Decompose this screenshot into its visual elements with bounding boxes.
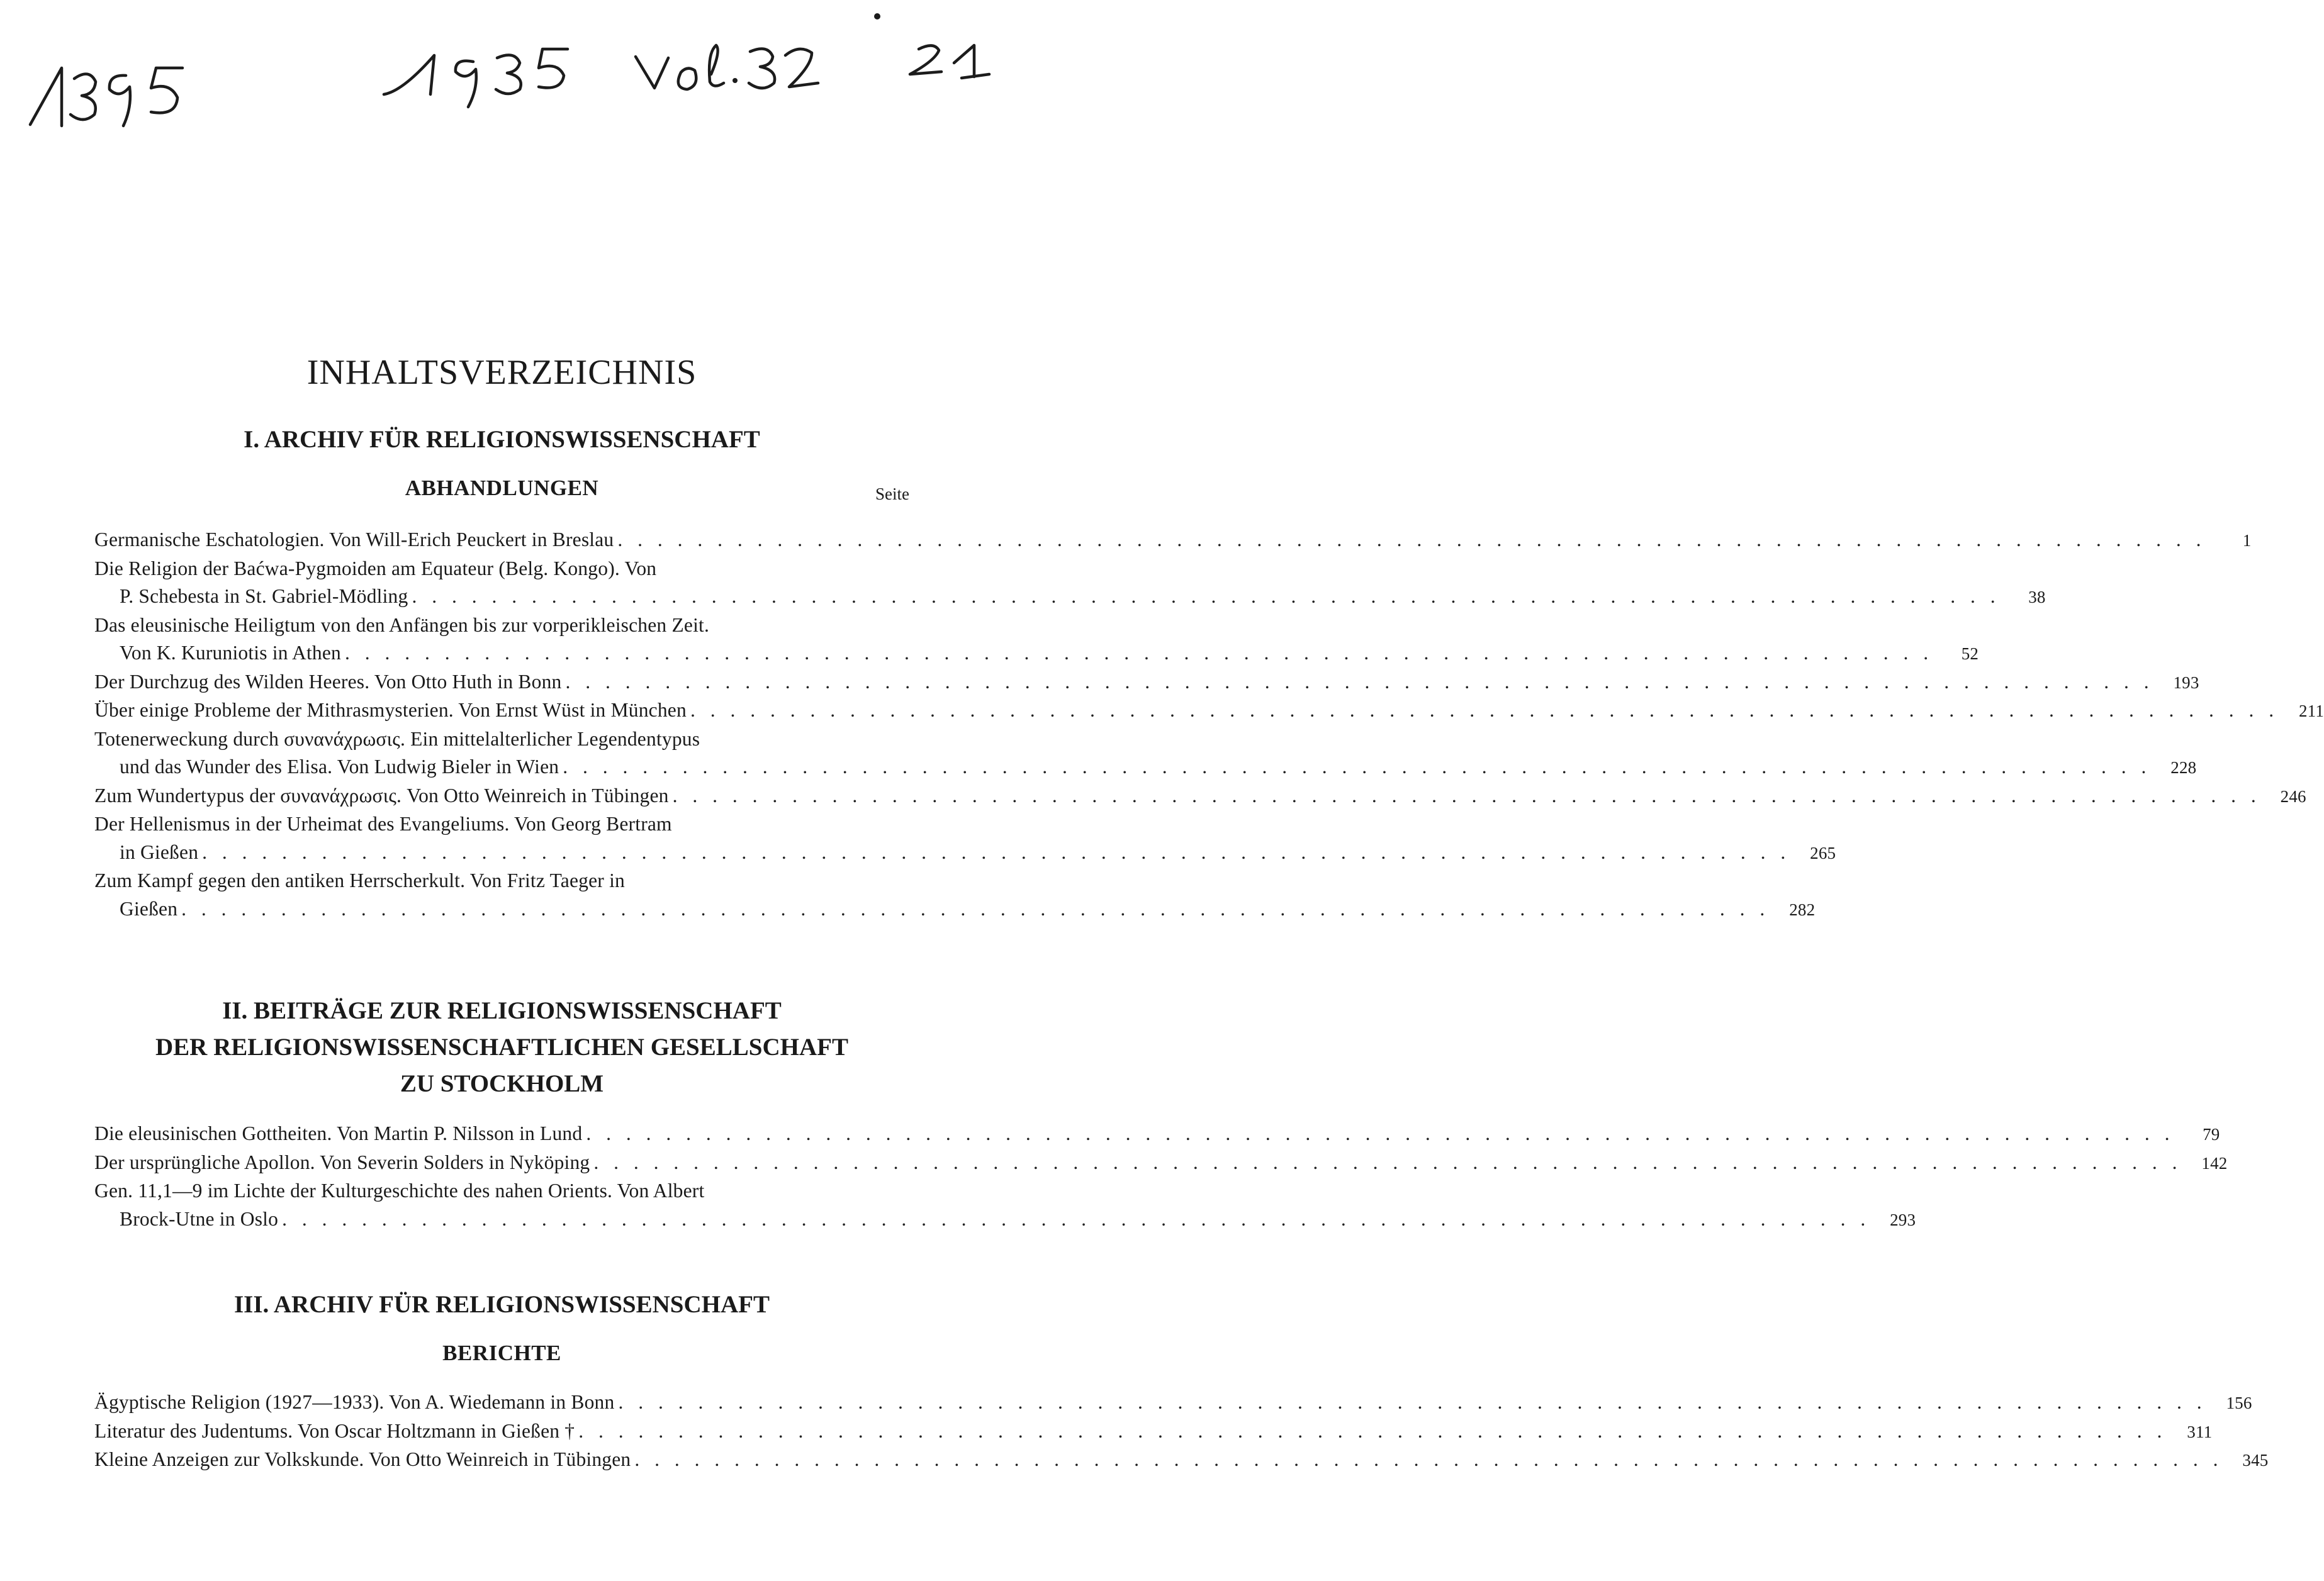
toc-entry-line xyxy=(94,810,909,839)
toc-entry-line xyxy=(94,867,909,895)
toc-entry-last-line xyxy=(94,639,1979,668)
toc-entry-last-line xyxy=(94,1149,2228,1178)
leader-dots: . . . . . . . . . . . . . . . . . . . . . . . . . . . . . . . . . . . . . . . . . . . . . . . . . . . . . . . . . . . . . . . . . . . . . . . . . . . . . . . . xyxy=(412,585,2001,608)
leader-dots: . . . . . . . . . . . . . . . . . . . . . . . . . . . . . . . . . . . . . . . . . . . . . . . . . . . . . . . . . . . . . . . . . . . . . . . . . . . . . . . . xyxy=(618,1391,2207,1414)
toc-page-number: 293 xyxy=(1890,1210,1916,1229)
page-title: INHALTSVERZEICHNIS xyxy=(306,353,697,392)
toc-entry-text: Literatur des Judentums. Von Oscar Holtzmann in Gießen † xyxy=(94,1419,575,1442)
part2-heading-line: II. BEITRÄGE ZUR RELIGIONSWISSENSCHAFT xyxy=(222,997,782,1025)
toc-entry-text: Die Religion der Baćwa-Pygmoiden am Equateur (Belg. Kongo). Von xyxy=(94,557,657,579)
toc-entry-last-line xyxy=(94,1446,2269,1475)
toc-entry xyxy=(94,1446,2269,1475)
toc-entry-text: Gen. 11,1—9 im Lichte der Kulturgeschichte des nahen Orients. Von Albert xyxy=(94,1180,705,1202)
handwritten-volume xyxy=(636,45,818,89)
leader-dots: . . . . . . . . . . . . . . . . . . . . . . . . . . . . . . . . . . . . . . . . . . . . . . . . . . . . . . . . . . . . . . . . . . . . . . . . . . . . . . . . xyxy=(672,784,2261,807)
toc-entry-line xyxy=(94,555,909,583)
toc-entry xyxy=(94,1417,2213,1446)
leader-dots: . . . . . . . . . . . . . . . . . . . . . . . . . . . . . . . . . . . . . . . . . . . . . . . . . . . . . . . . . . . . . . . . . . . . . . . . . . . . . . . . xyxy=(345,642,1934,664)
toc-entry-last-line xyxy=(94,583,2046,612)
toc-entry-line xyxy=(94,725,909,754)
toc-entry-text: Kleine Anzeigen zur Volkskunde. Von Otto Weinreich in Tübingen xyxy=(94,1448,631,1471)
table-of-contents xyxy=(94,352,2324,1475)
ink-speck xyxy=(874,13,880,20)
part3-entries xyxy=(94,1388,2269,1475)
toc-entry xyxy=(94,696,2324,725)
toc-entry-text: Totenerweckung durch συνανάχρωσις. Ein mittelalterlicher Legendentypus xyxy=(94,727,700,750)
toc-entry-text: und das Wunder des Elisa. Von Ludwig Bieler in Wien xyxy=(120,756,559,778)
toc-page-number: 246 xyxy=(2280,786,2306,806)
leader-dots: . . . . . . . . . . . . . . . . . . . . . . . . . . . . . . . . . . . . . . . . . . . . . . . . . . . . . . . . . . . . . . . . . . . . . . . . . . . . . . . . xyxy=(617,528,2206,551)
handwritten-ref-number xyxy=(30,68,182,126)
toc-entry-text: Germanische Eschatologien. Von Will-Erich Peuckert in Breslau xyxy=(94,528,614,551)
toc-entry xyxy=(94,810,1836,867)
toc-entry-last-line xyxy=(94,668,2199,697)
handwritten-annotations xyxy=(0,0,1008,164)
part1-heading: I. ARCHIV FÜR RELIGIONSWISSENSCHAFT xyxy=(244,426,760,453)
part2-heading-line: DER RELIGIONSWISSENSCHAFTLICHEN GESELLSCHAFT xyxy=(155,1034,848,1061)
part1-subheading-row xyxy=(94,476,909,511)
leader-dots: . . . . . . . . . . . . . . . . . . . . . . . . . . . . . . . . . . . . . . . . . . . . . . . . . . . . . . . . . . . . . . . . . . . . . . . . . . . . . . . . xyxy=(593,1151,2182,1173)
toc-page-number: 311 xyxy=(2187,1422,2213,1441)
part1-entries xyxy=(94,526,2324,924)
part2-heading xyxy=(94,993,909,1102)
toc-entry-last-line xyxy=(94,753,2197,782)
toc-entry-text: Das eleusinische Heiligtum von den Anfängen bis zur vorperikleischen Zeit. xyxy=(94,613,710,636)
toc-entry xyxy=(94,1149,2228,1178)
toc-entry-text: Der Durchzug des Wilden Heeres. Von Otto Huth in Bonn xyxy=(94,670,562,693)
handwriting-drawing xyxy=(0,0,1008,164)
toc-entry-last-line xyxy=(94,1417,2213,1446)
toc-page-number: 345 xyxy=(2242,1451,2269,1470)
part3-subheading-row xyxy=(94,1341,909,1376)
toc-page-number: 79 xyxy=(2203,1125,2220,1144)
toc-entry xyxy=(94,867,1816,924)
toc-entry xyxy=(94,725,2197,782)
toc-entry-text: Zum Kampf gegen den antiken Herrscherkult. Von Fritz Taeger in xyxy=(94,869,625,892)
toc-page-number: 38 xyxy=(2028,588,2046,607)
part3-subheading: BERICHTE xyxy=(442,1341,561,1366)
toc-entry-text: Über einige Probleme der Mithrasmysterien. Von Ernst Wüst in München xyxy=(94,699,687,722)
toc-page-number: 1 xyxy=(2242,531,2252,550)
toc-entry xyxy=(94,1388,2252,1417)
toc-page-number: 211 xyxy=(2298,701,2324,721)
toc-entry-line xyxy=(94,612,909,640)
part3-section xyxy=(94,1290,2269,1475)
toc-entry-last-line xyxy=(94,782,2306,811)
toc-entry-text: in Gießen xyxy=(120,841,199,863)
toc-entry-text: Die eleusinischen Gottheiten. Von Martin P. Nilsson in Lund xyxy=(94,1122,583,1145)
toc-entry-text: Ägyptische Religion (1927—1933). Von A. Wiedemann in Bonn xyxy=(94,1391,615,1414)
part1-subheading: ABHANDLUNGEN xyxy=(405,476,599,501)
toc-entry-text: P. Schebesta in St. Gabriel-Mödling xyxy=(120,585,408,608)
toc-entry-text: Der Hellenismus in der Urheimat des Evangeliums. Von Georg Bertram xyxy=(94,813,672,835)
toc-page-number: 142 xyxy=(2201,1153,2228,1173)
leader-dots: . . . . . . . . . . . . . . . . . . . . . . . . . . . . . . . . . . . . . . . . . . . . . . . . . . . . . . . . . . . . . . . . . . . . . . . . . . . . . . . . xyxy=(690,699,2279,722)
toc-entry-text: Brock-Utne in Oslo xyxy=(120,1207,279,1230)
toc-entry-text: Von K. Kuruniotis in Athen xyxy=(120,642,342,664)
leader-dots: . . . . . . . . . . . . . . . . . . . . . . . . . . . . . . . . . . . . . . . . . . . . . . . . . . . . . . . . . . . . . . . . . . . . . . . . . . . . . . . . xyxy=(202,841,1791,863)
handwritten-year xyxy=(384,49,568,107)
toc-entry xyxy=(94,1120,2220,1149)
toc-entry xyxy=(94,782,2306,811)
page-column-label: Seite xyxy=(875,484,909,504)
toc-page-number: 193 xyxy=(2173,673,2199,692)
toc-entry-last-line xyxy=(94,1205,1916,1234)
part2-heading-line: ZU STOCKHOLM xyxy=(400,1070,604,1098)
leader-dots: . . . . . . . . . . . . . . . . . . . . . . . . . . . . . . . . . . . . . . . . . . . . . . . . . . . . . . . . . . . . . . . . . . . . . . . . . . . . . . . . xyxy=(565,670,2154,693)
leader-dots: . . . . . . . . . . . . . . . . . . . . . . . . . . . . . . . . . . . . . . . . . . . . . . . . . . . . . . . . . . . . . . . . . . . . . . . . . . . . . . . . xyxy=(578,1419,2167,1442)
leader-dots: . . . . . . . . . . . . . . . . . . . . . . . . . . . . . . . . . . . . . . . . . . . . . . . . . . . . . . . . . . . . . . . . . . . . . . . . . . . . . . . . xyxy=(282,1207,1871,1230)
handwritten-mark xyxy=(910,45,989,78)
part1-section xyxy=(94,425,2324,924)
leader-dots: . . . . . . . . . . . . . . . . . . . . . . . . . . . . . . . . . . . . . . . . . . . . . . . . . . . . . . . . . . . . . . . . . . . . . . . . . . . . . . . . xyxy=(181,897,1770,920)
toc-entry-last-line xyxy=(94,1388,2252,1417)
toc-entry-last-line xyxy=(94,895,1816,924)
toc-entry-last-line xyxy=(94,526,2252,555)
part2-section xyxy=(94,993,2228,1234)
toc-entry-text: Zum Wundertypus der συνανάχρωσις. Von Otto Weinreich in Tübingen xyxy=(94,784,669,807)
leader-dots: . . . . . . . . . . . . . . . . . . . . . . . . . . . . . . . . . . . . . . . . . . . . . . . . . . . . . . . . . . . . . . . . . . . . . . . . . . . . . . . . xyxy=(563,756,2152,778)
toc-page-number: 282 xyxy=(1789,900,1816,919)
toc-entry xyxy=(94,1177,1916,1234)
toc-page-number: 52 xyxy=(1961,644,1979,664)
toc-page-number: 228 xyxy=(2170,758,2197,778)
toc-entry-line xyxy=(94,1177,909,1205)
toc-entry-text: Gießen xyxy=(120,897,178,920)
toc-page-number: 156 xyxy=(2226,1394,2252,1413)
toc-entry xyxy=(94,668,2199,697)
toc-entry xyxy=(94,526,2252,555)
toc-entry-last-line xyxy=(94,839,1836,868)
toc-entry-last-line xyxy=(94,1120,2220,1149)
toc-entry xyxy=(94,612,1979,668)
toc-page-number: 265 xyxy=(1810,843,1836,863)
leader-dots: . . . . . . . . . . . . . . . . . . . . . . . . . . . . . . . . . . . . . . . . . . . . . . . . . . . . . . . . . . . . . . . . . . . . . . . . . . . . . . . . xyxy=(586,1122,2175,1145)
toc-entry-last-line xyxy=(94,696,2324,725)
toc-entry-text: Der ursprüngliche Apollon. Von Severin Solders in Nyköping xyxy=(94,1151,590,1173)
toc-entry xyxy=(94,555,2046,612)
part3-heading: III. ARCHIV FÜR RELIGIONSWISSENSCHAFT xyxy=(234,1291,770,1319)
leader-dots: . . . . . . . . . . . . . . . . . . . . . . . . . . . . . . . . . . . . . . . . . . . . . . . . . . . . . . . . . . . . . . . . . . . . . . . . . . . . . . . . xyxy=(634,1448,2223,1471)
part2-entries xyxy=(94,1120,2228,1234)
